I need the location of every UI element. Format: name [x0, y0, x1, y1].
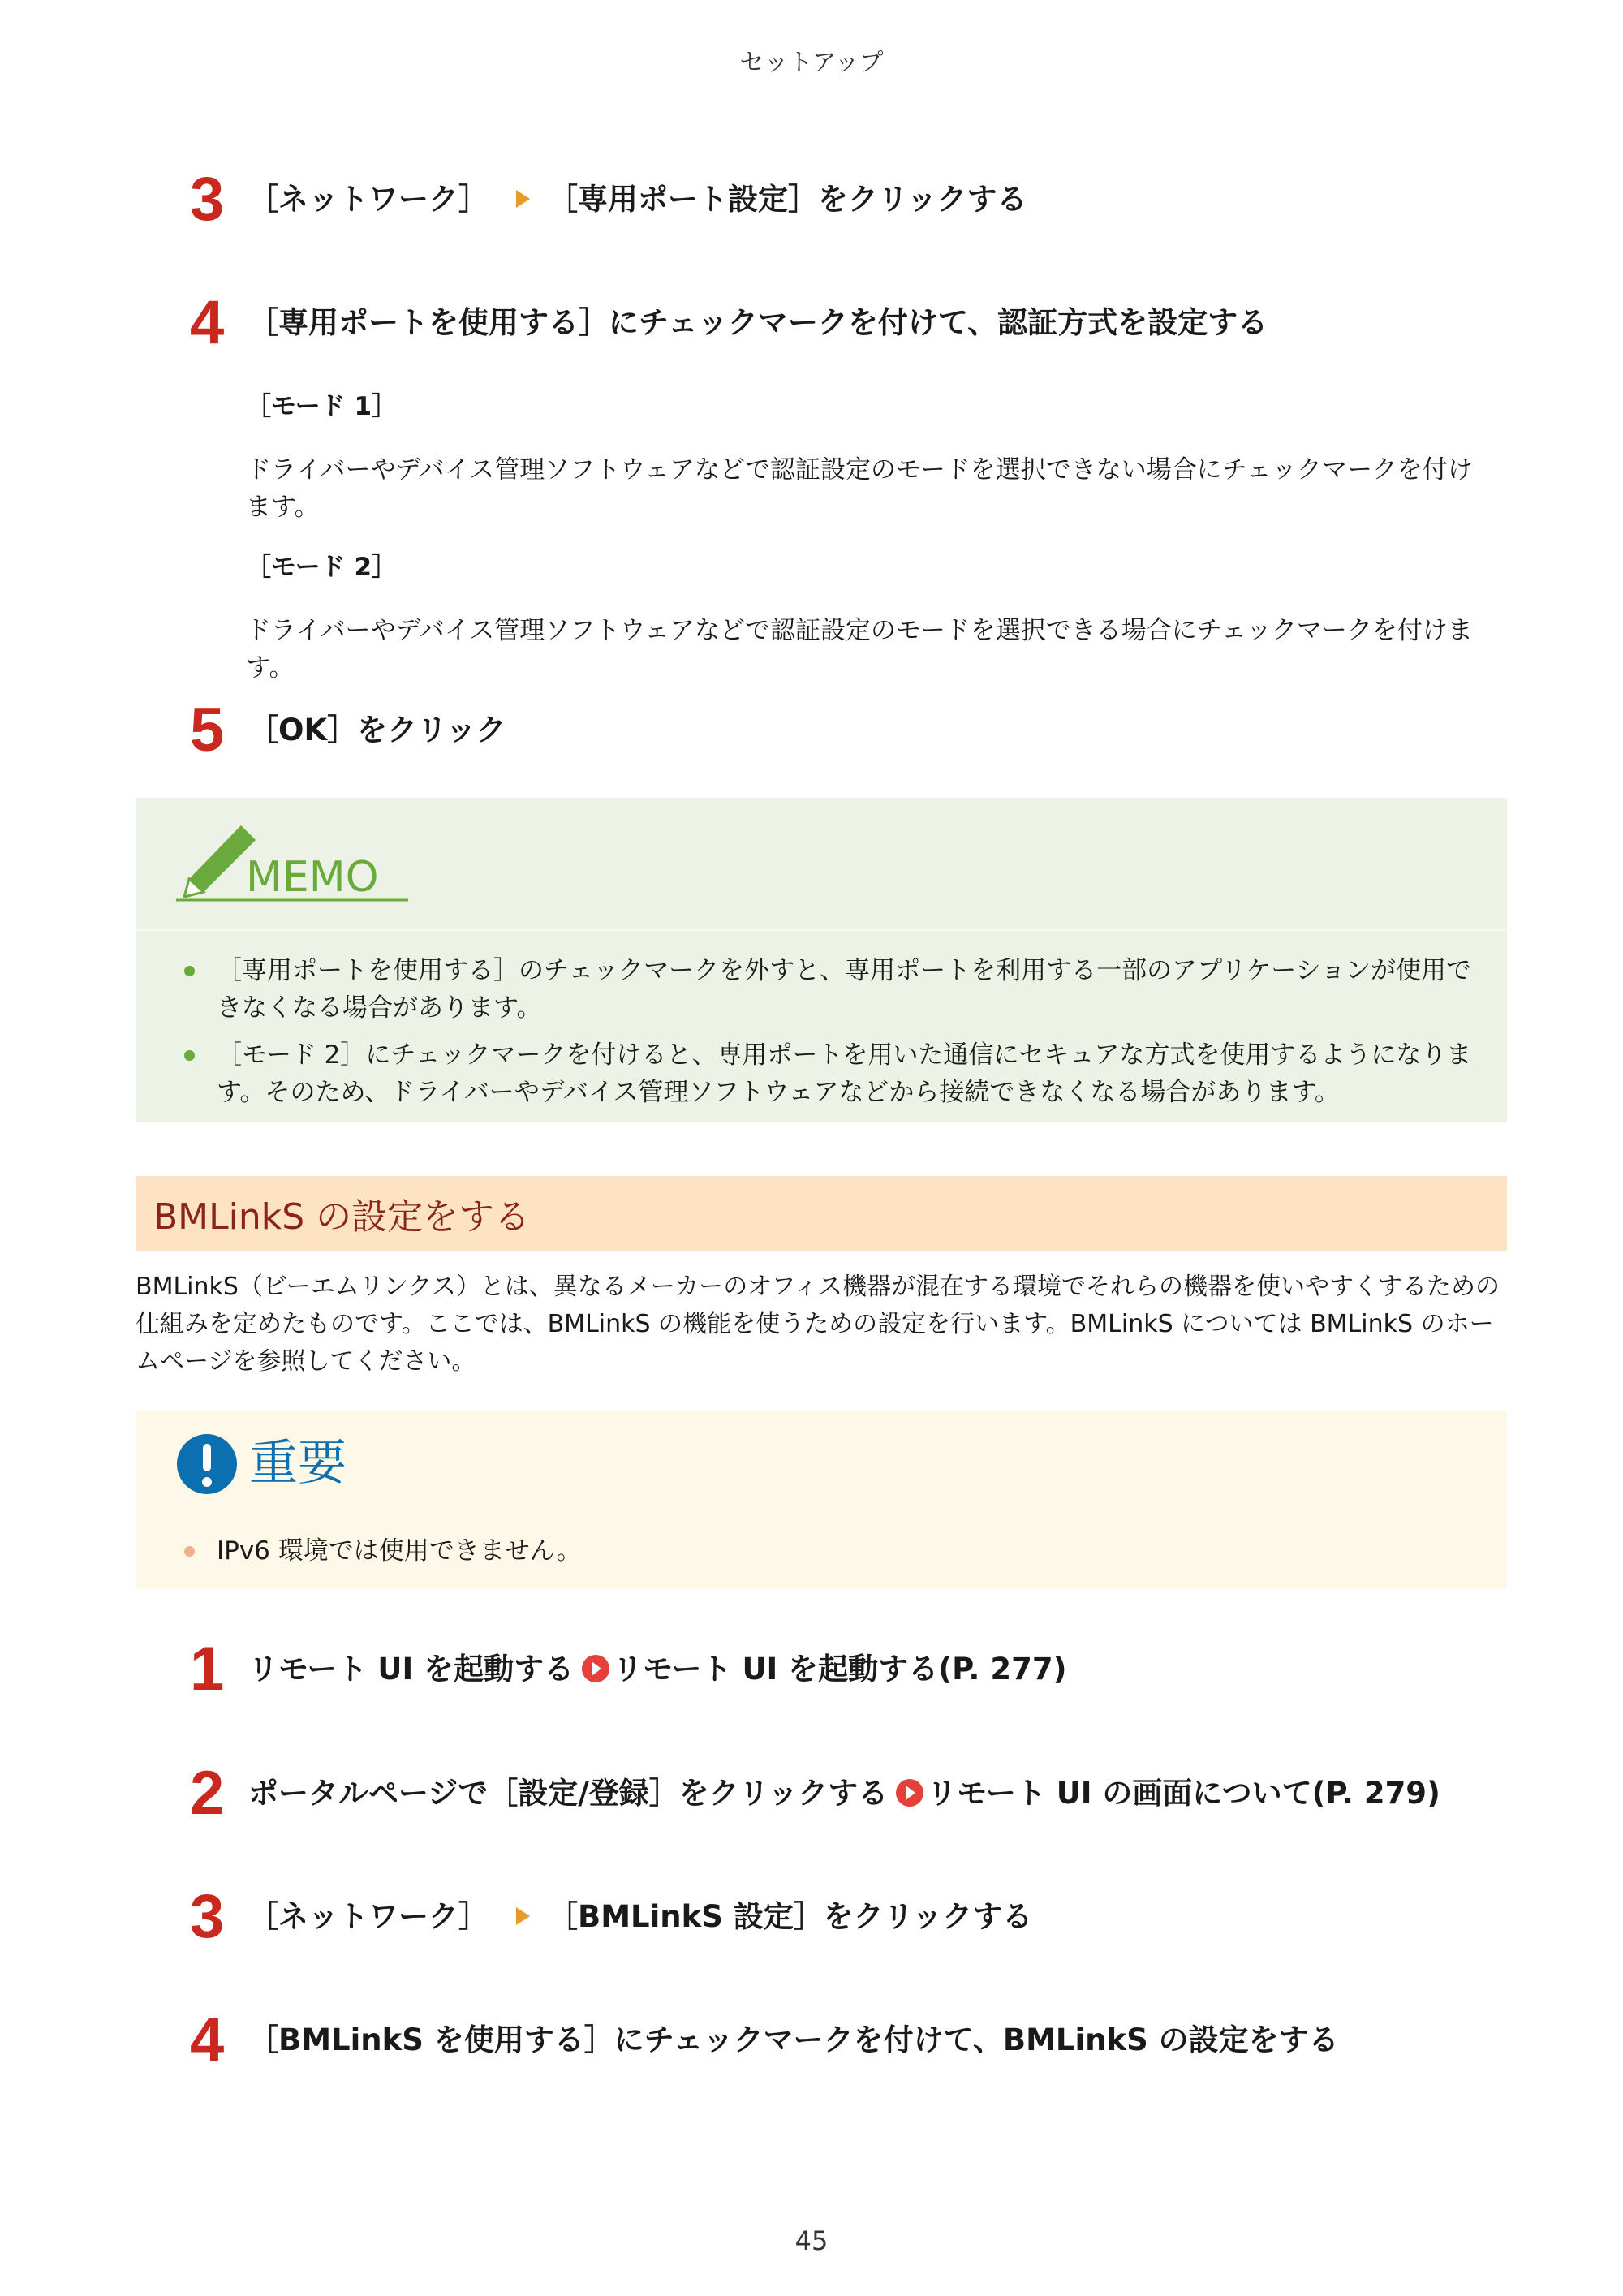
- step-text: ［BMLinkS 設定］をクリックする: [548, 1899, 1033, 1934]
- mode-1-label: ［モード 1］: [246, 392, 398, 421]
- step-text: ［専用ポートを使用する］にチェックマークを付けて、認証方式を設定する: [248, 305, 1268, 340]
- step-number: 3: [190, 165, 225, 234]
- step-number: 1: [190, 1635, 225, 1704]
- list-item: ［専用ポートを使用する］のチェックマークを外すと、専用ポートを利用する一部のアプリケーションが使用できなくなる場合があります。: [183, 952, 1474, 1027]
- step-number: 4: [190, 288, 225, 357]
- step-text: ［OK］をクリック: [248, 713, 506, 747]
- step-number: 5: [190, 696, 225, 765]
- step-2: [190, 1759, 1440, 1828]
- section-title: BMLinkS の設定をする: [153, 1196, 531, 1238]
- step-text: ［ネットワーク］: [248, 1899, 489, 1934]
- memo-title: MEMO: [246, 853, 379, 902]
- page-number: 45: [794, 2225, 829, 2256]
- memo-box: [136, 798, 1507, 1122]
- list-item: IPv6 環境では使用できません。: [183, 1532, 1474, 1570]
- arrow-icon: [516, 190, 530, 208]
- divider: [136, 929, 1507, 931]
- cross-reference-link[interactable]: リモート UI を起動する(P. 277): [613, 1652, 1067, 1686]
- memo-list: [183, 952, 1474, 1111]
- important-box: [136, 1411, 1507, 1589]
- mode-1-description: ドライバーやデバイス管理ソフトウェアなどで認証設定のモードを選択できない場合にチェックマークを付けます。: [246, 455, 1473, 522]
- important-list: [183, 1532, 1474, 1570]
- running-header: セットアップ: [739, 49, 884, 77]
- step-number: 4: [190, 2005, 225, 2074]
- step-text: ［専用ポート設定］をクリックする: [548, 182, 1027, 217]
- exclamation-icon: [176, 1433, 238, 1495]
- section-intro: BMLinkS（ビーエムリンクス）とは、異なるメーカーのオフィス機器が混在する環境でそれらの機器を使いやすくするための仕組みを定めたものです。ここでは、BMLinkS の機能を使うための設定を行います。BMLinkS については BMLinkS のホームページを参照してください。: [136, 1273, 1500, 1376]
- arrow-icon: [516, 1907, 530, 1925]
- step-4: [190, 288, 1268, 357]
- step-1: [190, 1635, 1067, 1704]
- link-arrow-icon: [896, 1779, 923, 1807]
- step-3b: [190, 1882, 1033, 1951]
- link-arrow-icon: [582, 1655, 609, 1682]
- step-number: 2: [190, 1759, 225, 1828]
- step-text: ［ネットワーク］: [248, 182, 489, 217]
- mode-2-label: ［モード 2］: [246, 553, 398, 582]
- step-number: 3: [190, 1882, 225, 1951]
- step-3: [190, 165, 1027, 234]
- important-title: 重要: [249, 1435, 347, 1492]
- step-4b: [190, 2005, 1339, 2074]
- mode-2-description: ドライバーやデバイス管理ソフトウェアなどで認証設定のモードを選択できる場合にチェックマークを付けます。: [246, 616, 1473, 683]
- step-text: ［BMLinkS を使用する］にチェックマークを付けて、BMLinkS の設定をする: [248, 2022, 1339, 2057]
- step-text: リモート UI を起動する: [248, 1652, 575, 1686]
- step-5: [190, 696, 506, 765]
- list-item: ［モード 2］にチェックマークを付けると、専用ポートを用いた通信にセキュアな方式を使用するようになります。そのため、ドライバーやデバイス管理ソフトウェアなどから接続できなくなる場合があります。: [183, 1036, 1474, 1111]
- step-text: ポータルページで［設定/登録］をクリックする: [248, 1776, 889, 1811]
- cross-reference-link[interactable]: リモート UI の画面について(P. 279): [927, 1776, 1440, 1811]
- section-header: [136, 1176, 1507, 1251]
